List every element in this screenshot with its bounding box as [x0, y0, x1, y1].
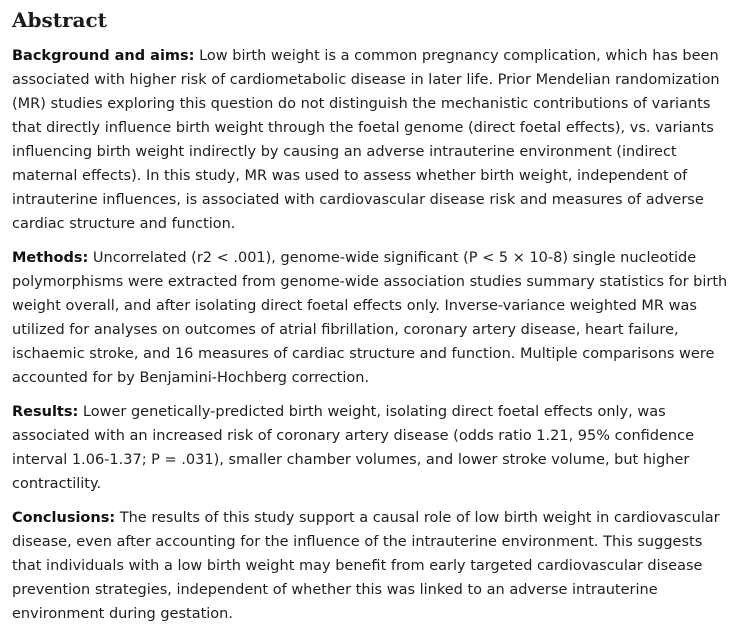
abstract-heading: Abstract [12, 8, 107, 32]
background-and-aims-paragraph [12, 44, 734, 236]
background-and-aims-text: Low birth weight is a common pregnancy complication, which has been associated with higher risk of cardiometabolic disease in later life. Prior Mendelian randomization (MR) studies exploring this question do not distinguish the mechanistic contributions of variants that directly influence birth weight through the foetal genome (direct foetal effects), vs. variants influencing birth weight indirectly by causing an adverse intrauterine environment (indirect maternal effects). In this study, MR was used to assess whether birth weight, independent of intrauterine influences, is associated with cardiovascular disease risk and measures of adverse cardiac structure and function. [12, 48, 720, 232]
conclusions-paragraph [12, 506, 734, 626]
conclusions-label: Conclusions: [12, 510, 116, 526]
abstract-block [12, 6, 734, 636]
methods-text: Uncorrelated (r2 < .001), genome-wide significant (P < 5 × 10-8) single nucleotide polymorphisms were extracted from genome-wide association studies summary statistics for birth weight overall, and after isolating direct foetal effects only. Inverse-variance weighted MR was utilized for analyses on outcomes of atrial fibrillation, coronary artery disease, heart failure, ischaemic stroke, and 16 measures of cardiac structure and function. Multiple comparisons were accounted for by Benjamini-Hochberg correction. [12, 250, 728, 386]
methods-label: Methods: [12, 250, 89, 266]
results-paragraph [12, 400, 734, 496]
conclusions-text: The results of this study support a causal role of low birth weight in cardiovascular disease, even after accounting for the influence of the intrauterine environment. This suggests that individuals with a low birth weight may benefit from early targeted cardiovascular disease prevention strategies, independent of whether this was linked to an adverse intrauterine environment during gestation. [12, 510, 720, 622]
results-label: Results: [12, 404, 79, 420]
background-and-aims-label: Background and aims: [12, 48, 195, 64]
methods-paragraph [12, 246, 734, 390]
results-text: Lower genetically-predicted birth weight, isolating direct foetal effects only, was associated with an increased risk of coronary artery disease (odds ratio 1.21, 95% confidence interval 1.06-1.37; P = .031), smaller chamber volumes, and lower stroke volume, but higher contractility. [12, 404, 695, 492]
